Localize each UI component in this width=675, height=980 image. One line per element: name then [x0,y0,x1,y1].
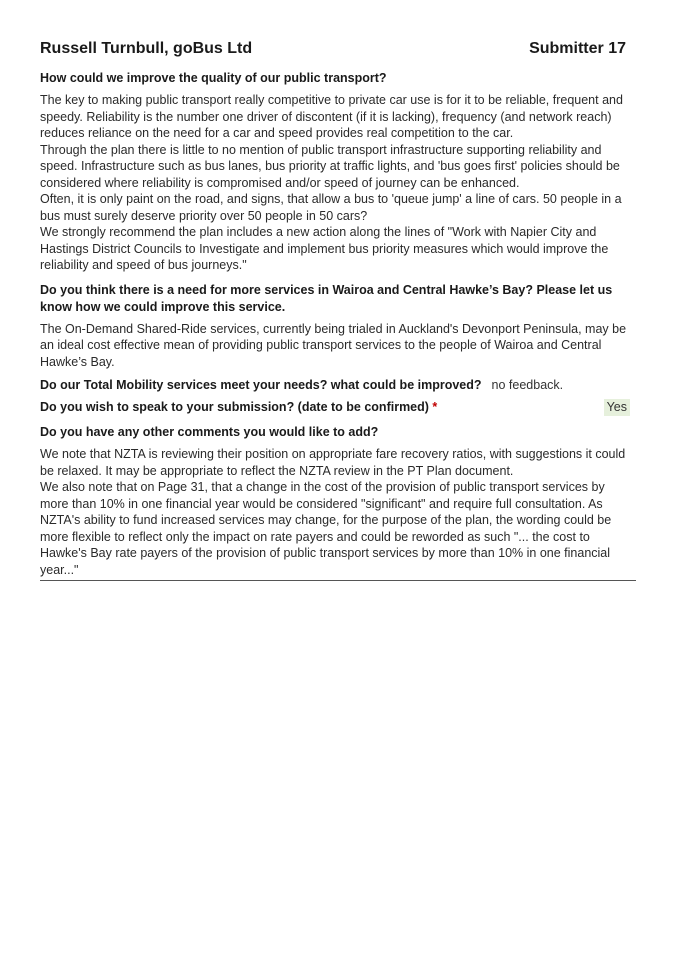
question-total-mobility: Do our Total Mobility services meet your needs? what could be improved? [40,378,482,392]
answer-paragraph: The key to making public transport really competitive to private car use is for it to be reliable, frequent and speedy. Reliability is the number one driver of discontent (if it is lacking), frequency (and network reach) reduces reliance on the need for a car and speed provides real competition to the car. [40,93,623,140]
answer-paragraph: We note that NZTA is reviewing their position on appropriate fare recovery ratios, with suggestions it could be relaxed. It may be appropriate to reflect the NZTA review in the PT Plan document. [40,447,626,478]
answer-quality [40,92,636,274]
answer-other-comments [40,446,636,578]
submitter-name: Russell Turnbull, goBus Ltd [40,40,253,57]
section-divider [40,580,636,581]
answer-paragraph: Often, it is only paint on the road, and signs, that allow a bus to 'queue jump' a line of cars. 50 people in a bus must surely deserve priority over 50 people in 50 cars? [40,192,622,223]
question-wairoa: Do you think there is a need for more services in Wairoa and Central Hawke’s Bay? Please let us know how we could improve this service. [40,282,613,314]
question-speak [40,399,437,416]
answer-wairoa: The On-Demand Shared-Ride services, currently being trialed in Auckland's Devonport Peninsula, may be an ideal cost effective mean of providing public transport services to the people of Wairoa and Central Hawke’s Bay. [40,321,627,369]
answer-paragraph: We strongly recommend the plan includes a new action along the lines of "Work with Napier City and Hastings District Councils to Investigate and implement bus priority measures which would improve the reliability and speed of bus journeys." [40,225,609,272]
question-speak-text: Do you wish to speak to your submission? (date to be confirmed) [40,400,429,414]
total-mobility-row [40,377,636,394]
answer-paragraph: We also note that on Page 31, that a change in the cost of the provision of public transport services by more than 10% in one financial year would be considered "significant" and require full consultation. As NZTA's ability to fund increased services may change, for the purpose of the plan, the wording could be more flexible to reflect only the impact on rate payers and could be reworded as such "... the cost to Hawke's Bay rate payers of the provision of public transport services by more than 10% in one financial year..." [40,480,612,577]
submission-header [40,40,636,62]
answer-total-mobility: no feedback. [491,378,564,392]
question-other-comments: Do you have any other comments you would like to add? [40,425,379,439]
speak-row [40,399,636,416]
question-quality: How could we improve the quality of our public transport? [40,71,387,85]
required-mark: * [432,400,438,414]
submitter-number: Submitter 17 [529,40,626,57]
answer-paragraph: Through the plan there is little to no mention of public transport infrastructure supporting reliability and speed. Infrastructure such as bus lanes, bus priority at traffic lights, and 'bus goes first' policies should be considered where reliability is compromised and/or speed of journey can be enhanced. [40,142,620,190]
answer-speak: Yes [604,399,630,416]
submission-page [40,0,636,581]
